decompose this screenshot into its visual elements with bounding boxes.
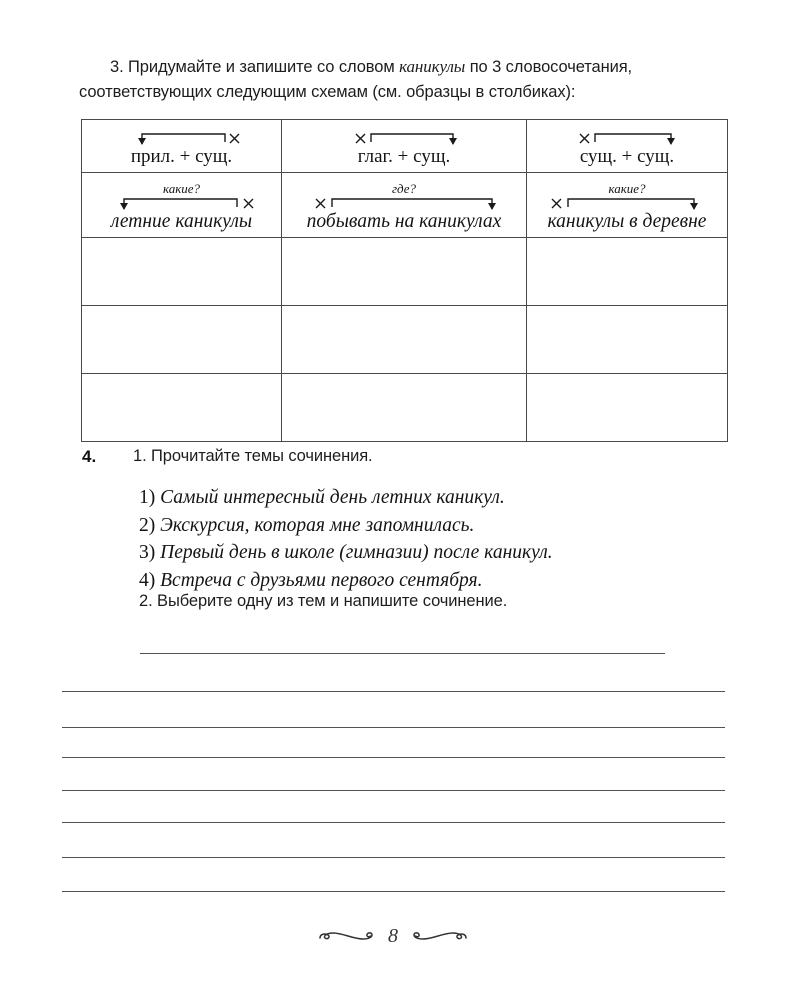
- list-item-marker: 3): [139, 542, 156, 564]
- scheme-text-2: глаг. + сущ.: [357, 146, 451, 168]
- page-footer: [0, 925, 786, 948]
- writing-line-indented[interactable]: [140, 653, 665, 654]
- question-word-1: какие?: [162, 180, 201, 196]
- question-word-2: где?: [391, 180, 417, 196]
- writing-line[interactable]: [62, 790, 725, 791]
- writing-line[interactable]: [62, 727, 725, 728]
- list-item-text: Экскурсия, которая мне запомнилась.: [160, 514, 475, 536]
- list-item: [139, 484, 719, 512]
- swash-right-icon: [411, 929, 469, 945]
- exercise-4-number: 4.: [82, 447, 97, 466]
- table-row-blank: [82, 238, 728, 306]
- instruction-text-pre: Придумайте и запишите со словом: [128, 58, 400, 76]
- writing-line[interactable]: [62, 757, 725, 758]
- exercise-3-instruction-line-1: [79, 55, 727, 80]
- answer-cell[interactable]: [282, 374, 527, 442]
- table-row-schemes: [82, 120, 728, 173]
- example-phrase-3: каникулы в деревне: [547, 210, 707, 232]
- exercise-3-instruction-line-2: соответствующих следующим схемам (см. образцы в столбиках):: [79, 82, 576, 101]
- example-cell-2: [282, 173, 527, 238]
- answer-cell[interactable]: [527, 374, 728, 442]
- arrow-diagram-left-x-right-arrow-icon: [304, 196, 504, 211]
- page-number: 8: [388, 925, 398, 947]
- writing-line[interactable]: [62, 822, 725, 823]
- scheme-cell-1: [82, 120, 282, 173]
- instruction-keyword: каникулы: [399, 57, 466, 76]
- writing-line[interactable]: [62, 691, 725, 692]
- answer-cell[interactable]: [82, 374, 282, 442]
- answer-cell[interactable]: [282, 238, 527, 306]
- list-item-marker: 2): [139, 514, 156, 536]
- scheme-text-3: сущ. + сущ.: [579, 146, 675, 168]
- answer-cell[interactable]: [527, 238, 728, 306]
- list-item: [139, 539, 719, 567]
- table-row-blank: [82, 374, 728, 442]
- essay-topic-list: [139, 484, 719, 595]
- answer-cell[interactable]: [82, 306, 282, 374]
- answer-cell[interactable]: [82, 238, 282, 306]
- example-cell-1: [82, 173, 282, 238]
- exercise-4-task-1: 1. Прочитайте темы сочинения.: [133, 447, 373, 465]
- list-item: [139, 512, 719, 540]
- instruction-text-post: по 3 словосочетания,: [465, 58, 633, 76]
- arrow-diagram-left-x-right-arrow-icon: [575, 131, 679, 146]
- schema-table: [81, 119, 728, 442]
- scheme-text-1: прил. + сущ.: [130, 146, 233, 168]
- writing-line[interactable]: [62, 857, 725, 858]
- exercise-3-instruction: [79, 55, 727, 104]
- list-item-marker: 4): [139, 570, 156, 592]
- arrow-diagram-left-x-right-arrow-icon: [349, 131, 459, 146]
- list-item-text: Встреча с друзьями первого сентября.: [160, 570, 483, 592]
- swash-left-icon: [317, 929, 375, 945]
- table-row-examples: [82, 173, 728, 238]
- list-item-text: Самый интересный день летних каникул.: [160, 487, 505, 508]
- list-item-marker: 1): [139, 487, 156, 508]
- arrow-diagram-left-arrow-right-x-icon: [119, 196, 259, 211]
- example-phrase-2: побывать на каникулах: [306, 210, 502, 232]
- answer-cell[interactable]: [527, 306, 728, 374]
- arrow-diagram-left-x-right-arrow-icon: [542, 196, 712, 211]
- scheme-cell-2: [282, 120, 527, 173]
- scheme-cell-3: [527, 120, 728, 173]
- list-item: [139, 567, 719, 595]
- answer-cell[interactable]: [282, 306, 527, 374]
- example-phrase-1: летние каникулы: [110, 210, 253, 232]
- example-cell-3: [527, 173, 728, 238]
- exercise-3-number: 3.: [110, 58, 124, 76]
- list-item-text: Первый день в школе (гимназии) после каникул.: [160, 542, 553, 564]
- writing-line[interactable]: [62, 891, 725, 892]
- exercise-4-task-2: 2. Выберите одну из тем и напишите сочинение.: [139, 592, 508, 610]
- table-row-blank: [82, 306, 728, 374]
- arrow-diagram-left-arrow-right-x-icon: [137, 131, 241, 146]
- question-word-3: какие?: [608, 180, 646, 196]
